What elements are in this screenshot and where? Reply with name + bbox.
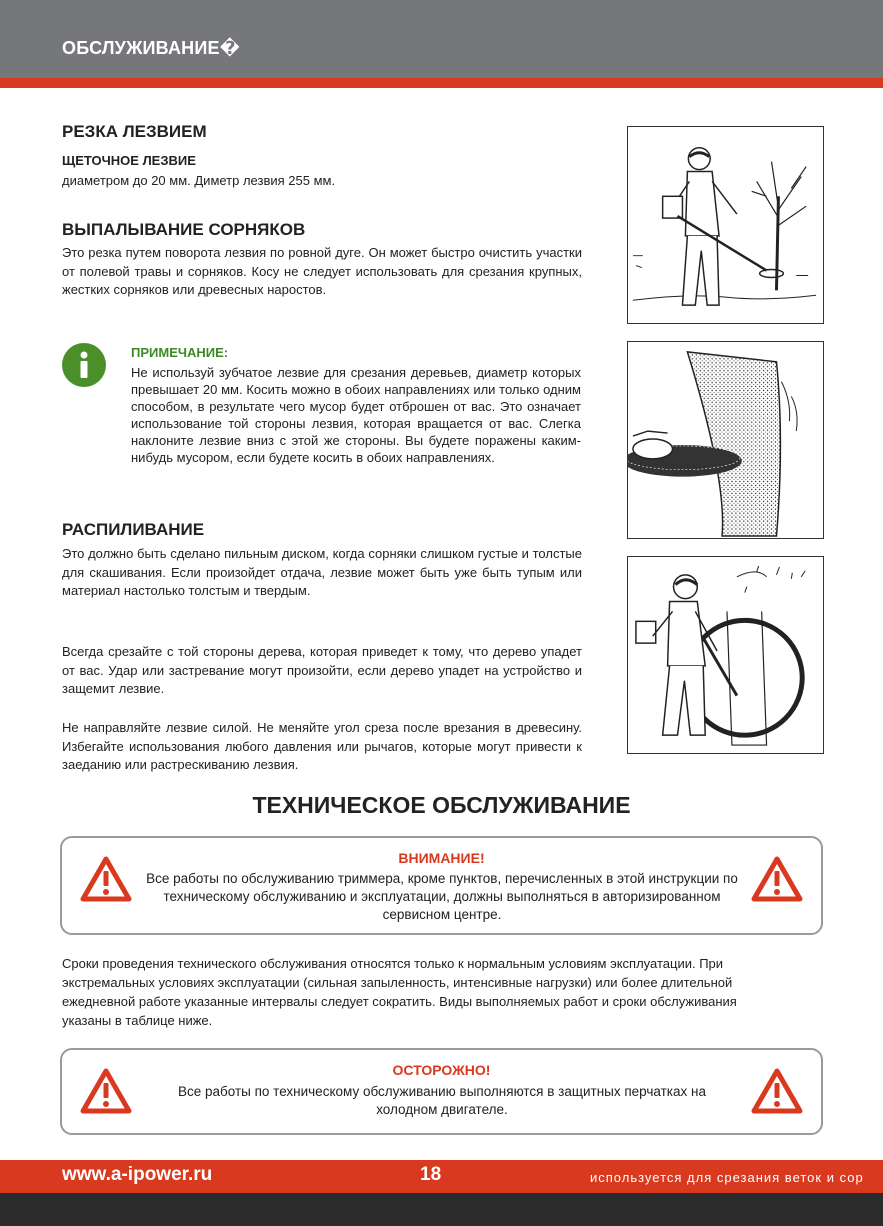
caution-box — [60, 1048, 823, 1135]
footer-overflow-text: используется для срезания веток и сор — [590, 1170, 864, 1185]
caution-title: ОСТОРОЖНО! — [392, 1062, 491, 1078]
section-title-weeding: ВЫПАЛЫВАНИЕ СОРНЯКОВ — [62, 220, 306, 239]
page-footer — [0, 1160, 883, 1193]
footer-url[interactable]: www.a-ipower.ru — [62, 1164, 213, 1185]
note-text: Не используй зубчатое лезвие для срезания деревьев, диаметр которых превышает 20 мм. Косить можно в обоих направлениях или только одним способом, в результате чего мусор будет отброшен от вас. Это означает использование той стороны лезвия, которая вращается от вас. Слегка наклоните лезвие вниз с этой же стороны. Вы будете поражены каким-нибудь мусором, если будете косить в обоих направлениях. — [131, 365, 581, 465]
cutting-text: диаметром до 20 мм. Диметр лезвия 255 мм. — [62, 173, 336, 188]
figure-sawing-person — [627, 556, 824, 754]
note-title: ПРИМЕЧАНИЕ: — [131, 345, 229, 360]
sawing-text-2: Всегда срезайте с той стороны дерева, которая приведет к тому, что дерево упадет от вас. Удар или застревание могут произойти, если дерево упадет на устройство и защемит лезвие. — [62, 644, 582, 697]
maintenance-title: ТЕХНИЧЕСКОЕ ОБСЛУЖИВАНИЕ — [252, 792, 631, 818]
warning-triangle-icon — [751, 855, 803, 903]
sawing-text-3: Не направляйте лезвие силой. Не меняйте угол среза после врезания в древесину. Избегайте использования любого давления или рычагов, которые могут привести к заеданию или растрескиванию лезвия. — [62, 720, 582, 773]
figure-trimming-tree — [627, 126, 824, 324]
page-header — [0, 0, 883, 78]
page-number: 18 — [420, 1164, 442, 1185]
weeding-text: Это резка путем поворота лезвия по ровной дуге. Он может быстро очистить участки от полевой травы и сорняков. Косу не следует использовать для срезания крупных, жестких сорняков или древесных наростов. — [62, 245, 582, 298]
maintenance-text: Сроки проведения технического обслуживания относятся только к нормальным условиям эксплуатации. При экстремальных условиях эксплуатации (сильная запыленность, интенсивные нагрузки) или более длительной ежедневной работе указанные интервалы следует сократить. Виды выполняемых работ и сроки обслуживания указаны в таблице ниже. — [62, 956, 737, 1028]
section-title-cutting: РЕЗКА ЛЕЗВИЕМ — [62, 122, 207, 141]
warning-box — [60, 836, 823, 935]
warning-text: Все работы по обслуживанию триммера, кроме пунктов, перечисленных в этой инструкции по техническому обслуживанию и эксплуатации, должны выполняться в авторизированном сервисном центре. — [146, 871, 738, 922]
caution-text: Все работы по техническому обслуживанию выполняются в защитных перчатках на холодном двигателе. — [177, 1084, 706, 1117]
header-title: ОБСЛУЖИВАНИЕ� — [62, 38, 240, 58]
info-icon — [62, 343, 106, 387]
figure-blade-cutting-trunk — [627, 341, 824, 539]
warning-triangle-icon — [751, 1067, 803, 1115]
header-stripe — [0, 78, 883, 88]
warning-title: ВНИМАНИЕ! — [398, 850, 485, 866]
section-title-sawing: РАСПИЛИВАНИЕ — [62, 520, 205, 539]
bottom-bar — [0, 1193, 883, 1226]
section-subtitle-brush-blade: ЩЕТОЧНОЕ ЛЕЗВИЕ — [62, 153, 196, 168]
sawing-text-1: Это должно быть сделано пильным диском, когда сорняки слишком густые и толстые для скашивания. Если произойдет отдача, лезвие может быть уже быть тупым или материал настолько толстым и твердым. — [62, 546, 582, 599]
